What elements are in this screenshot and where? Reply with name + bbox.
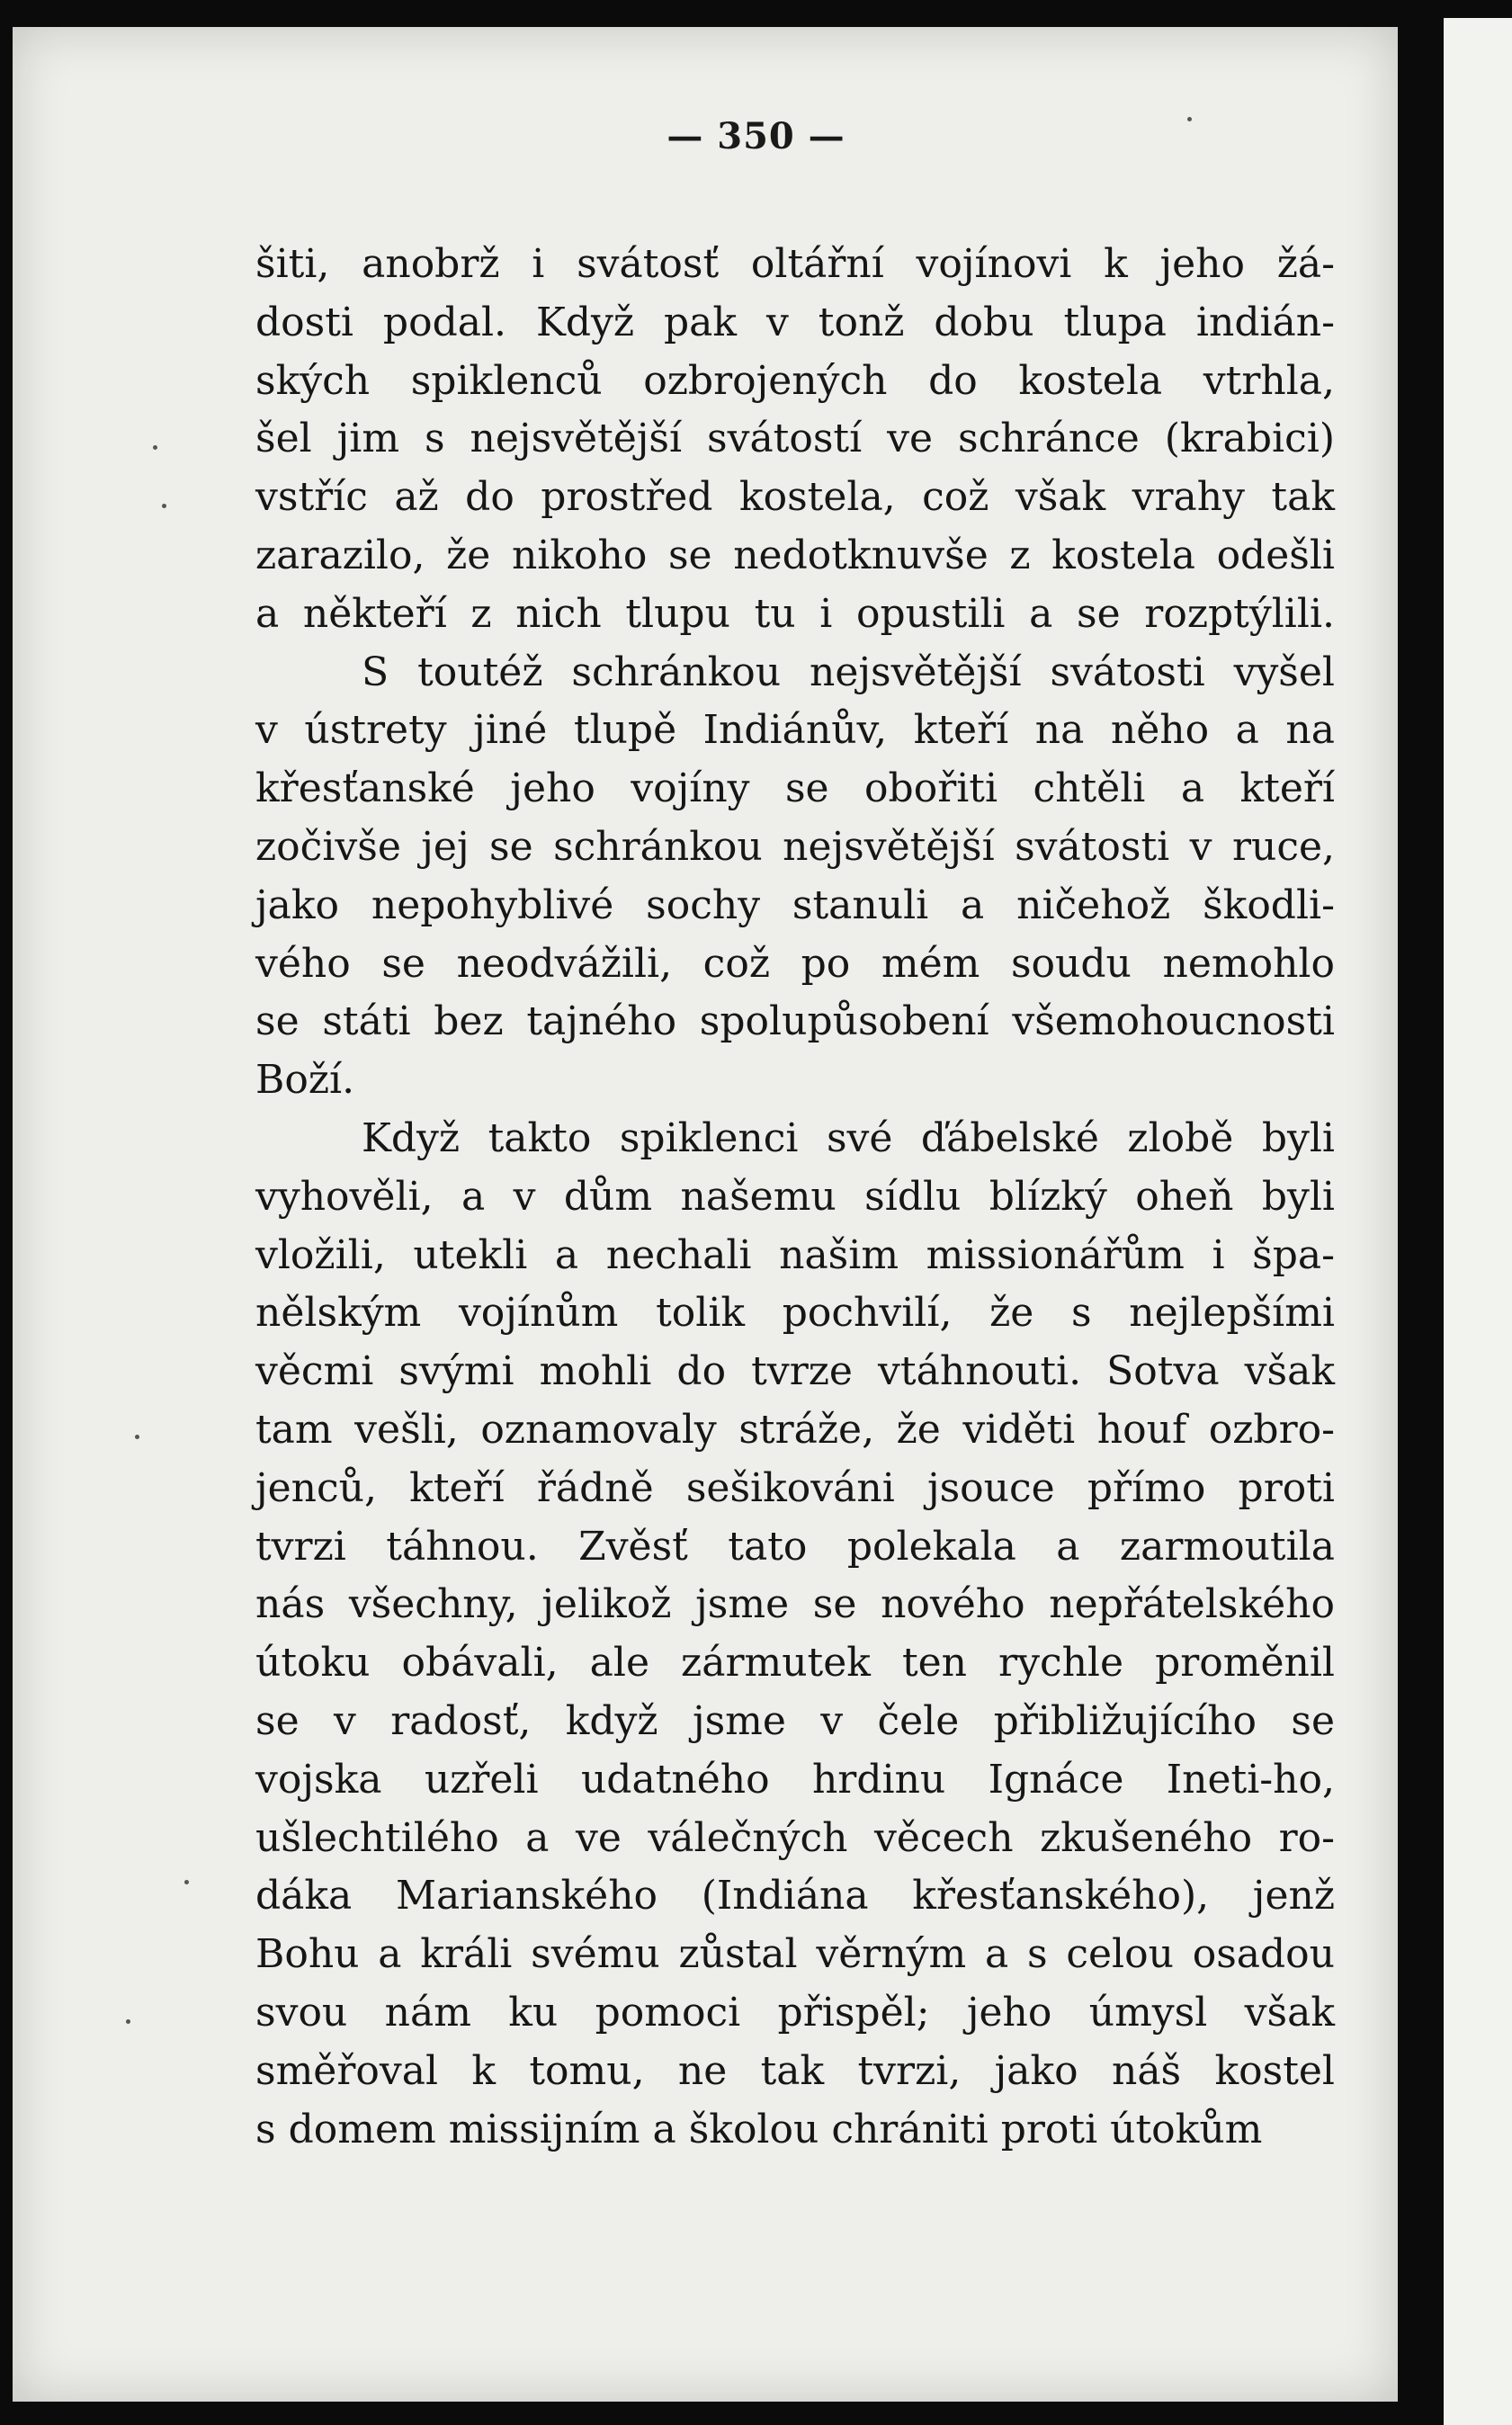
page-number: — 350 — <box>667 115 845 157</box>
scan-speck <box>126 2019 130 2024</box>
text-line: tam vešli, oznamovaly stráže, že viděti houf ozbro- <box>255 1406 1335 1453</box>
scan-speck <box>153 445 157 450</box>
text-line: Boží. <box>255 1057 355 1104</box>
text-line: ušlechtilého a ve válečných věcech zkušeného ro- <box>255 1814 1335 1861</box>
text-line: zarazilo, že nikoho se nedotknuvše z kostela odešli <box>255 532 1335 578</box>
text-line: vojska uzřeli udatného hrdinu Ignáce Ineti-ho, <box>255 1756 1335 1803</box>
text-line: útoku obávali, ale zármutek ten rychle proměnil <box>255 1640 1335 1687</box>
text-line: nás všechny, jelikož jsme se nového nepřátelského <box>255 1581 1335 1628</box>
text-line: vložili, utekli a nechali našim missionářům i špa- <box>255 1231 1335 1278</box>
text-line: Když takto spiklenci své ďábelské zlobě byli <box>362 1114 1335 1161</box>
text-line: a někteří z nich tlupu tu i opustili a se rozptýlili. <box>255 590 1335 637</box>
text-line: v ústrety jiné tlupě Indiánův, kteří na něho a na <box>255 707 1335 754</box>
text-line: dáka Marianského (Indiána křesťanského), jenž <box>255 1873 1335 1919</box>
text-line: se státi bez tajného spolupůsobení všemohoucnosti <box>255 998 1335 1045</box>
text-line: dosti podal. Když pak v tonž dobu tlupa indián- <box>255 299 1335 345</box>
text-line: šel jim s nejsvětější svátostí ve schránce (krabici) <box>255 416 1335 462</box>
next-page-edge <box>1444 18 1512 2425</box>
text-line: ských spiklenců ozbrojených do kostela vtrhla, <box>255 357 1335 404</box>
text-line: jako nepohyblivé sochy stanuli a ničehož škodli- <box>255 881 1335 928</box>
text-line: křesťanské jeho vojíny se obořiti chtěli a kteří <box>255 765 1335 812</box>
text-line: jenců, kteří řádně sešikováni jsouce přímo proti <box>255 1464 1335 1511</box>
text-line: se v radosť, když jsme v čele přibližujícího se <box>255 1697 1335 1744</box>
text-line: směřoval k tomu, ne tak tvrzi, jako náš kostel <box>255 2047 1335 2094</box>
scan-speck <box>162 504 166 508</box>
scan-speck <box>184 1880 189 1884</box>
text-line: tvrzi táhnou. Zvěsť tato polekala a zarmoutila <box>255 1523 1335 1570</box>
text-line: nělským vojínům tolik pochvilí, že s nejlepšími <box>255 1290 1335 1337</box>
text-line: šiti, anobrž i svátosť oltářní vojínovi k jeho žá- <box>255 241 1335 287</box>
scan-speck <box>135 1435 139 1439</box>
text-line: vého se neodvážili, což po mém soudu nemohlo <box>255 940 1335 987</box>
text-line: Bohu a králi svému zůstal věrným a s celou osadou <box>255 1931 1335 1978</box>
text-line: vyhověli, a v dům našemu sídlu blízký oheň byli <box>255 1173 1335 1220</box>
text-line: věcmi svými mohli do tvrze vtáhnouti. Sotva však <box>255 1348 1335 1395</box>
text-line: S toutéž schránkou nejsvětější svátosti vyšel <box>362 649 1335 695</box>
text-line: vstříc až do prostřed kostela, což však vrahy tak <box>255 474 1335 521</box>
scan-speck <box>1187 117 1192 121</box>
text-line: s domem missijním a školou chrániti proti útokům <box>255 2106 1263 2152</box>
body-text <box>255 236 1335 2159</box>
text-line: zočivše jej se schránkou nejsvětější svátosti v ruce, <box>255 823 1335 870</box>
text-line: svou nám ku pomoci přispěl; jeho úmysl však <box>255 1989 1335 2036</box>
